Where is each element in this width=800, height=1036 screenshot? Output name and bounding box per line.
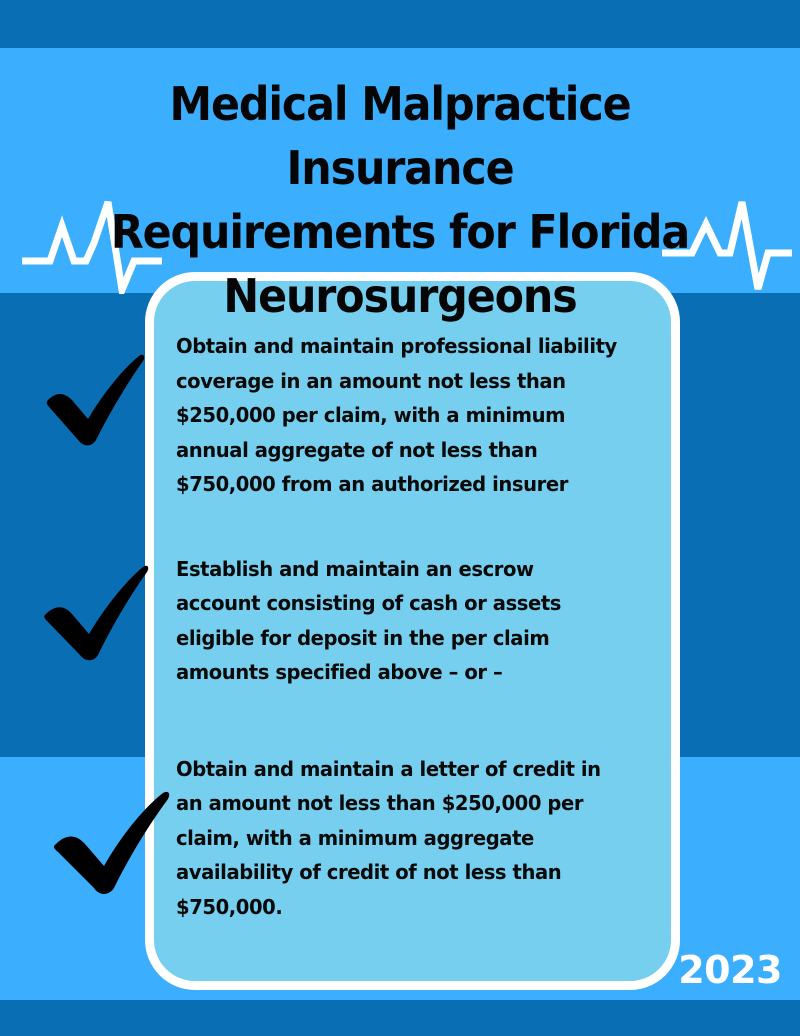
checkmark-icon — [50, 788, 172, 896]
top-color-band — [0, 0, 800, 48]
title-line-3: Neurosurgeons — [223, 269, 577, 323]
title-line-2: Requirements for Florida — [110, 205, 690, 259]
list-item: Obtain and maintain a letter of credit in an amount not less than $250,000 per claim, with a minimum aggregate availability of credit of not less than $750,000. — [176, 756, 601, 919]
year-label: 2023 — [678, 948, 782, 992]
requirements-list — [154, 281, 671, 981]
list-item: Obtain and maintain professional liability coverage in an amount not less than $250,000 per claim, with a minimum annual aggregate of not less than $750,000 from an authorized insurer — [176, 334, 617, 496]
page-title — [65, 72, 735, 328]
requirements-card — [145, 272, 680, 990]
checkmark-icon — [42, 352, 146, 448]
title-line-1: Medical Malpractice Insurance — [169, 77, 631, 195]
checkmark-icon — [40, 562, 150, 662]
bottom-color-band — [0, 1000, 800, 1036]
list-item: Establish and maintain an escrow account consisting of cash or assets eligible for deposit in the per claim amounts specified above – or – — [176, 556, 562, 684]
